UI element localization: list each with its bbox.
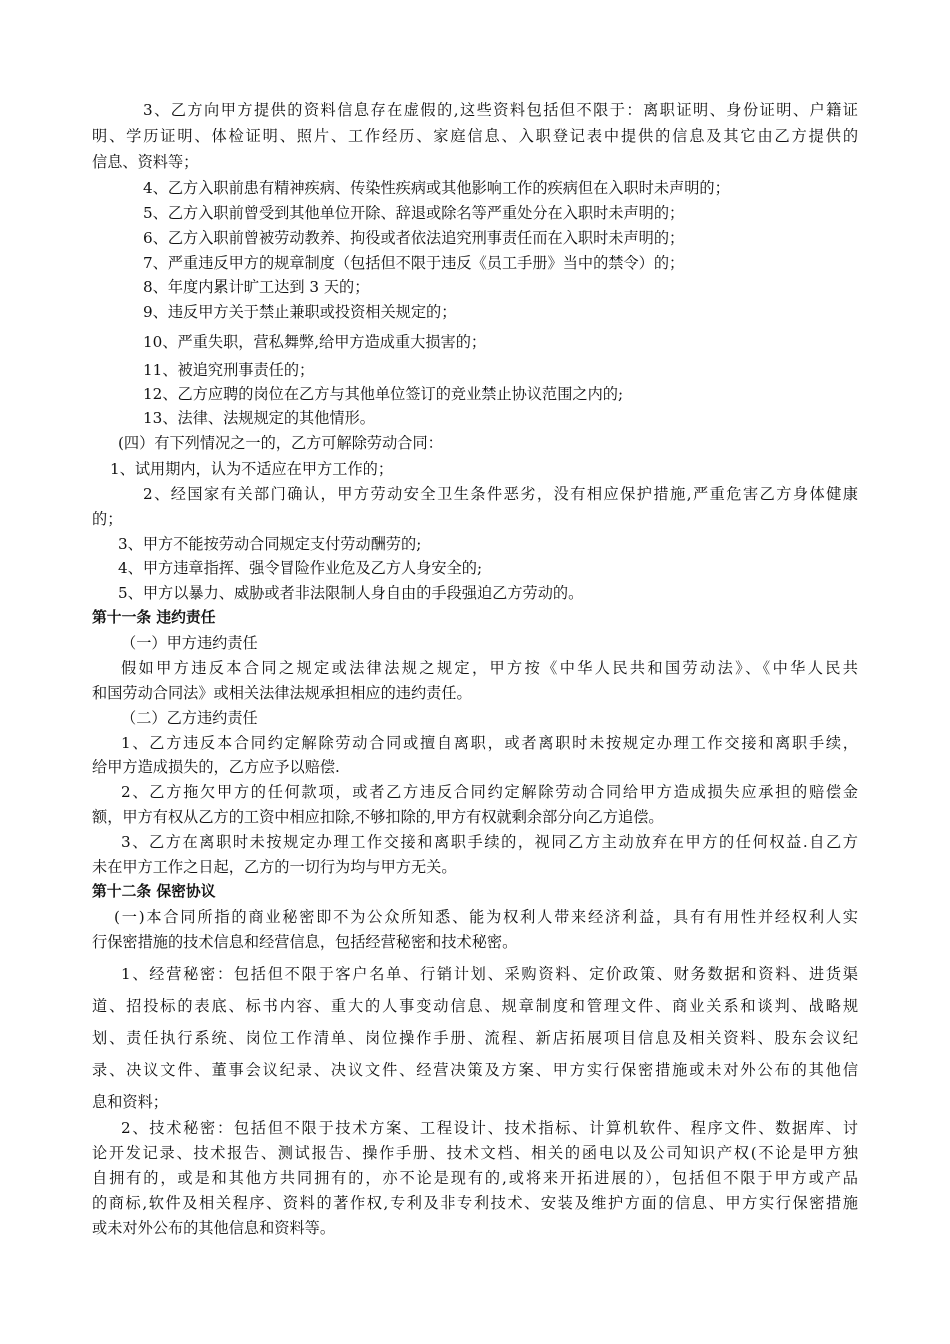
article-12-title: 第十二条 保密协议 [92,883,216,900]
clause-10-3-line-1: 3、乙方向甲方提供的资料信息存在虚假的,这些资料包括但不限于：离职证明、身份证明、户籍证 [143,101,858,119]
article-12-item-1-line-4: 录、决议文件、董事会议纪录、决议文件、经营决策及方案、甲方实行保密措施或未对外公布的其他信 [92,1061,858,1079]
article-12-item-1-line-5: 息和资料； [92,1093,168,1111]
sub-4-item-5: 5、甲方以暴力、威胁或者非法限制人身自由的手段强迫乙方劳动的。 [118,584,584,602]
article-12-item-1-line-2: 道、招投标的表底、标书内容、重大的人事变动信息、规章制度和管理文件、商业关系和谈判、战略规 [92,997,858,1015]
sub-4-item-1: 1、试用期内，认为不适应在甲方工作的； [110,460,394,478]
sub-4-item-3: 3、甲方不能按劳动合同规定支付劳动酬劳的; [118,535,422,553]
sub-4-item-4: 4、甲方违章指挥、强令冒险作业危及乙方人身安全的; [118,559,483,577]
clause-10-6: 6、乙方入职前曾被劳动教养、拘役或者依法追究刑事责任而在入职时未声明的； [143,229,685,247]
article-11-sub-1-line-2: 和国劳动合同法》或相关法律法规承担相应的违约责任。 [92,684,472,702]
article-12-item-1-line-3: 划、责任执行系统、岗位工作清单、岗位操作手册、流程、新店拓展项目信息及相关资料、股东会议纪 [92,1029,858,1047]
sub-4-item-2-line-2: 的； [92,510,123,528]
clause-10-8: 8、年度内累计旷工达到 3 天的； [143,278,370,296]
article-11-sub-1-line-1: 假如甲方违反本合同之规定或法律法规之规定，甲方按《中华人民共和国劳动法》、《中华人民共 [121,659,858,677]
clause-10-3-line-3: 信息、资料等； [92,153,199,171]
article-12-item-2-line-4: 的商标,软件及相关程序、资料的著作权,专利及非专利技术、安装及维护方面的信息、甲方实行保密措施 [92,1194,858,1212]
article-12-item-2-line-1: 2、技术秘密：包括但不限于技术方案、工程设计、技术指标、计算机软件、程序文件、数据库、讨 [121,1119,858,1137]
article-12-item-2-line-2: 论开发记录、技术报告、测试报告、操作手册、技术文档、相关的函电以及公司知识产权(不论是甲方独 [92,1144,858,1162]
article-12-intro-line-1: (一)本合同所指的商业秘密即不为公众所知悉、能为权利人带来经济利益，具有有用性并经权利人实 [114,908,858,926]
sub-4-heading: (四）有下列情况之一的，乙方可解除劳动合同： [118,434,443,452]
clause-10-13: 13、法律、法规规定的其他情形。 [143,409,375,427]
article-12-item-2-line-3: 自拥有的，或是和其他方共同拥有的，亦不论是现有的,或将来开拓进展的），包括但不限于甲方或产品 [92,1169,858,1187]
article-11-sub-2-item-2-line-2: 额，甲方有权从乙方的工资中相应扣除,不够扣除的,甲方有权就剩余部分向乙方追偿。 [92,808,664,826]
clause-10-10: 10、严重失职，营私舞弊,给甲方造成重大损害的； [143,333,487,351]
clause-10-3-line-2: 明、学历证明、体检证明、照片、工作经历、家庭信息、入职登记表中提供的信息及其它由乙方提供的 [92,127,858,145]
clause-10-9: 9、违反甲方关于禁止兼职或投资相关规定的； [143,303,457,321]
article-11-sub-2-item-1-line-1: 1、乙方违反本合同约定解除劳动合同或擅自离职，或者离职时未按规定办理工作交接和离职手续， [121,734,858,752]
article-11-sub-2-item-1-line-2: 给甲方造成损失的，乙方应予以赔偿. [92,758,340,776]
article-11-sub-2-item-3-line-1: 3、乙方在离职时未按规定办理工作交接和离职手续的，视同乙方主动放弃在甲方的任何权益.自乙方 [121,833,858,851]
sub-4-item-2-line-1: 2、经国家有关部门确认，甲方劳动安全卫生条件恶劣，没有相应保护措施,严重危害乙方身体健康 [143,485,858,503]
article-12-item-2-line-5: 或未对外公布的其他信息和资料等。 [92,1219,335,1237]
clause-10-5: 5、乙方入职前曾受到其他单位开除、辞退或除名等严重处分在入职时未声明的； [143,204,685,222]
article-12-item-1-line-1: 1、经营秘密：包括但不限于客户名单、行销计划、采购资料、定价政策、财务数据和资料、进货渠 [121,965,858,983]
article-11-sub-2-item-2-line-1: 2、乙方拖欠甲方的任何款项，或者乙方违反合同约定解除劳动合同给甲方造成损失应承担的赔偿金 [121,783,858,801]
article-11-sub-2-heading: （二）乙方违约责任 [121,709,258,727]
clause-10-11: 11、被追究刑事责任的； [143,361,315,379]
clause-10-7: 7、严重违反甲方的规章制度（包括但不限于违反《员工手册》当中的禁令）的； [143,254,685,272]
clause-10-4: 4、乙方入职前患有精神疾病、传染性疾病或其他影响工作的疾病但在入职时未声明的； [143,179,730,197]
article-12-intro-line-2: 行保密措施的技术信息和经营信息，包括经营秘密和技术秘密。 [92,933,518,951]
article-11-sub-1-heading: （一）甲方违约责任 [121,634,258,652]
article-11-title: 第十一条 违约责任 [92,609,216,626]
article-11-sub-2-item-3-line-2: 未在甲方工作之日起，乙方的一切行为均与甲方无关。 [92,858,457,876]
clause-10-12: 12、乙方应聘的岗位在乙方与其他单位签订的竞业禁止协议范围之内的; [143,385,624,403]
